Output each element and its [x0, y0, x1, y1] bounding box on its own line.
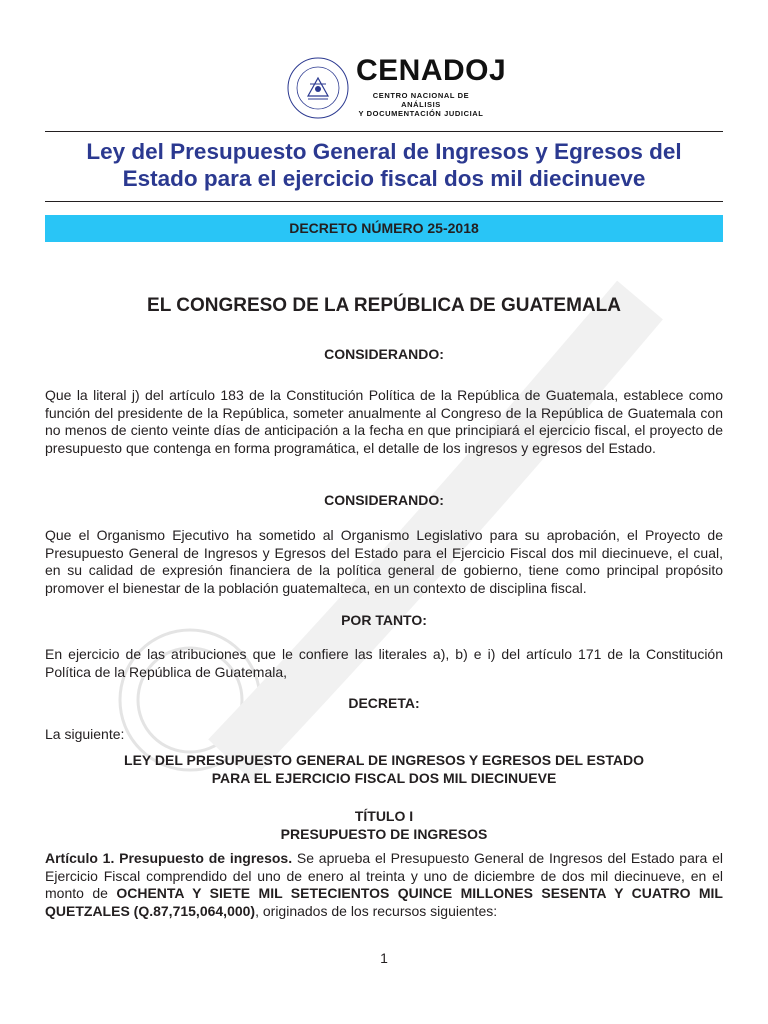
brand-subtitle-line-2: Y DOCUMENTACIÓN JUDICIAL — [358, 109, 484, 118]
ley-title-line-2: PARA EL EJERCICIO FISCAL DOS MIL DIECINUEVE — [211, 770, 557, 786]
considerando-heading-2: CONSIDERANDO: — [324, 492, 444, 508]
ley-title-line-1: LEY DEL PRESUPUESTO GENERAL DE INGRESOS Y EGRESOS DEL ESTADO — [124, 752, 644, 768]
considerando-text-1: Que la literal j) del artículo 183 de la Constitución Política de la República de Guatemala, establece como función del presidente de la República, someter anualmente al Congreso de la República de Guatemala con no menos de ciento veinte días de anticipación a la fecha en que principiará el ejercicio fiscal, el proyecto de presupuesto que contenga en forma programática, el detalle de los ingresos y egresos del Estado. — [45, 387, 723, 456]
decreto-banner: DECRETO NÚMERO 25-2018 — [45, 215, 723, 242]
la-siguiente-text: La siguiente: — [45, 726, 125, 742]
por-tanto-text: En ejercicio de las atribuciones que le confiere las literales a), b) e i) del artículo 171 de la Constitución Política de la República de Guatemala, — [45, 646, 723, 680]
header-rule-top — [45, 131, 723, 132]
articulo-1-amount: OCHENTA Y SIETE MIL SETECIENTOS QUINCE MILLONES SESENTA Y CUATRO MIL QUETZALES (Q.87,715,064,000) — [45, 885, 723, 919]
document-title — [45, 138, 723, 192]
articulo-1-text — [45, 850, 723, 920]
articulo-1-label: Artículo 1. Presupuesto de ingresos. — [45, 850, 293, 866]
title-line-1: Ley del Presupuesto General de Ingresos y Egresos del — [86, 139, 682, 164]
brand-subtitle-line-1: CENTRO NACIONAL DE ANÁLISIS — [372, 91, 470, 109]
considerando-text-2: Que el Organismo Ejecutivo ha sometido al Organismo Legislativo para su aprobación, el Proyecto de Presupuesto General de Ingresos y Egresos del Estado para el Ejercicio Fiscal dos mil diecinueve, el cual, en su calidad de expresión financiera de la política general de gobierno, tiene como principal propósito promover el bienestar de la población guatemalteca, en un contexto de disciplina fiscal. — [45, 527, 723, 596]
ley-title — [45, 751, 723, 787]
congreso-heading: EL CONGRESO DE LA REPÚBLICA DE GUATEMALA — [147, 295, 621, 316]
organismo-judicial-seal-icon — [286, 56, 350, 120]
articulo-1-body-a: Se aprueba el Presupuesto General de Ingresos del Estado para el Ejercicio Fiscal comprendido del uno de enero al treinta y uno de diciembre de dos mil diecinueve, en el monto de — [45, 850, 723, 901]
brand-name: CENADOJ — [356, 54, 507, 87]
por-tanto-heading: POR TANTO: — [341, 612, 427, 628]
titulo-line-1: TÍTULO I — [354, 808, 414, 824]
brand-subtitle — [356, 91, 486, 118]
page-number: 1 — [380, 950, 388, 966]
decreta-heading: DECRETA: — [348, 695, 420, 711]
considerando-heading-1: CONSIDERANDO: — [324, 346, 444, 362]
header-rule-bottom — [45, 201, 723, 202]
cenadoj-logo — [356, 56, 506, 118]
title-line-2: Estado para el ejercicio fiscal dos mil diecinueve — [122, 166, 646, 191]
articulo-1-body-b: , originados de los recursos siguientes: — [255, 902, 498, 919]
titulo-line-2: PRESUPUESTO DE INGRESOS — [280, 826, 488, 842]
titulo-heading — [45, 807, 723, 843]
